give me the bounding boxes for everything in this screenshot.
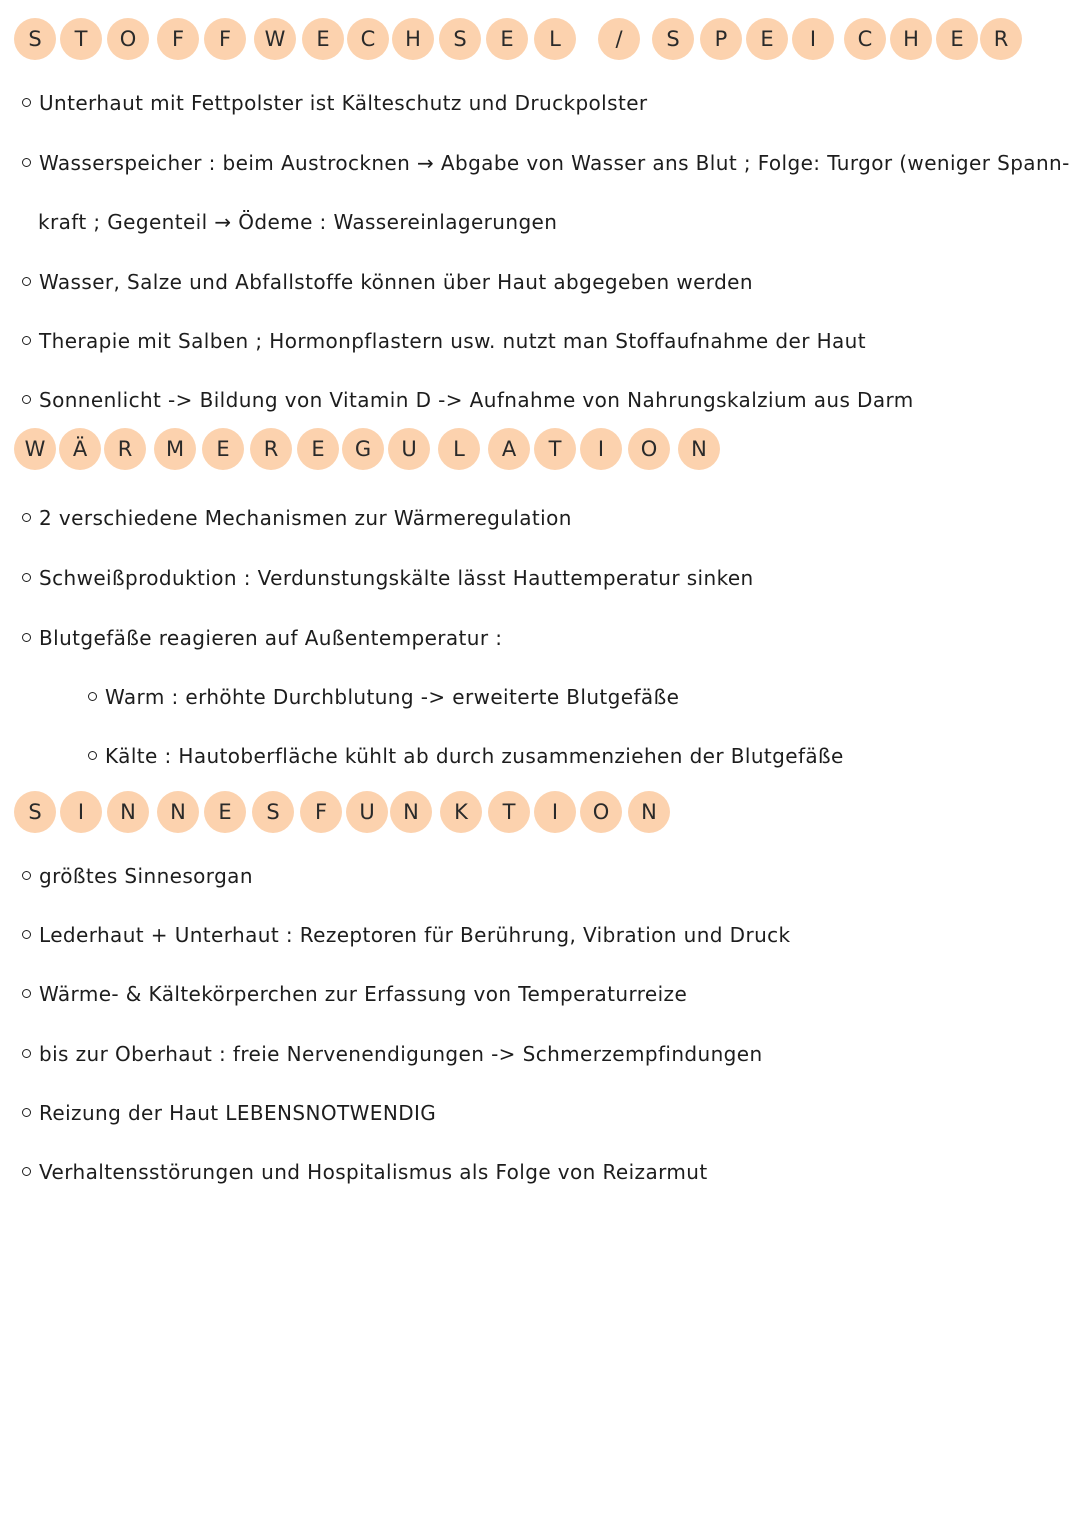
bullet-dot xyxy=(22,513,31,522)
heading-letter: E xyxy=(204,791,246,833)
bullet-sinnesorgan xyxy=(22,862,253,890)
heading-letter: L xyxy=(534,18,576,60)
bullet-schweissproduktion xyxy=(22,564,754,592)
heading-letter: I xyxy=(60,791,102,833)
bullet-dot xyxy=(88,692,97,701)
heading-letter: O xyxy=(107,18,149,60)
heading-letter: F xyxy=(300,791,342,833)
bullet-therapie xyxy=(22,327,866,355)
heading-letter: S xyxy=(14,791,56,833)
bullet-text: Wasserspeicher : beim Austrocknen → Abgabe von Wasser ans Blut ; Folge: Turgor (weniger Spann- xyxy=(39,151,1070,175)
bullet-dot xyxy=(22,395,31,404)
bullet-text: Blutgefäße reagieren auf Außentemperatur : xyxy=(39,626,503,650)
heading-letter: T xyxy=(488,791,530,833)
bullet-sonnenlicht xyxy=(22,386,914,414)
bullet-text: bis zur Oberhaut : freie Nervenendigungen -> Schmerzempfindungen xyxy=(39,1042,763,1066)
heading-letter: H xyxy=(890,18,932,60)
bullet-dot xyxy=(22,277,31,286)
bullet-text: Unterhaut mit Fettpolster ist Kälteschutz und Druckpolster xyxy=(39,91,648,115)
heading-letter: U xyxy=(346,791,388,833)
bullet-text: Warm : erhöhte Durchblutung -> erweiterte Blutgefäße xyxy=(105,685,680,709)
heading-letter: G xyxy=(342,428,384,470)
heading-letter: W xyxy=(254,18,296,60)
bullet-dot xyxy=(22,336,31,345)
heading-letter: L xyxy=(438,428,480,470)
heading-letter: Ä xyxy=(59,428,101,470)
bullet-reizung xyxy=(22,1099,436,1127)
heading-letter: M xyxy=(154,428,196,470)
bullet-text: Schweißproduktion : Verdunstungskälte lässt Hauttemperatur sinken xyxy=(39,566,754,590)
heading-letter: C xyxy=(844,18,886,60)
heading-letter: O xyxy=(628,428,670,470)
bullet-dot xyxy=(22,1167,31,1176)
bullet-text: Wasser, Salze und Abfallstoffe können über Haut abgegeben werden xyxy=(39,270,753,294)
heading-letter: S xyxy=(14,18,56,60)
bullet-text: Lederhaut + Unterhaut : Rezeptoren für Berührung, Vibration und Druck xyxy=(39,923,791,947)
bullet-text: Therapie mit Salben ; Hormonpflastern usw. nutzt man Stoffaufnahme der Haut xyxy=(39,329,866,353)
heading-letter: S xyxy=(439,18,481,60)
bullet-fettpolster xyxy=(22,89,648,117)
bullet-dot xyxy=(22,98,31,107)
bullet-dot xyxy=(22,1108,31,1117)
bullet-text: Wärme- & Kältekörperchen zur Erfassung von Temperaturreize xyxy=(39,982,688,1006)
bullet-dot xyxy=(22,573,31,582)
heading-letter: A xyxy=(488,428,530,470)
heading-letter: I xyxy=(580,428,622,470)
heading-letter: / xyxy=(598,18,640,60)
heading-letter: E xyxy=(202,428,244,470)
heading-letter: R xyxy=(104,428,146,470)
bullet-dot xyxy=(22,633,31,642)
heading-letter: E xyxy=(936,18,978,60)
heading-letter: R xyxy=(250,428,292,470)
sub-bullet-warm xyxy=(88,683,679,711)
bullet-text: 2 verschiedene Mechanismen zur Wärmeregulation xyxy=(39,506,572,530)
heading-letter: O xyxy=(580,791,622,833)
bullet-blutgefaesse xyxy=(22,624,502,652)
heading-letter: C xyxy=(347,18,389,60)
bullet-text: Sonnenlicht -> Bildung von Vitamin D -> Aufnahme von Nahrungskalzium aus Darm xyxy=(39,388,914,412)
heading-letter: I xyxy=(792,18,834,60)
bullet-dot xyxy=(22,1049,31,1058)
heading-letter: N xyxy=(390,791,432,833)
heading-letter: W xyxy=(14,428,56,470)
bullet-text: Reizung der Haut LEBENSNOTWENDIG xyxy=(39,1101,437,1125)
heading-letter: T xyxy=(534,428,576,470)
bullet-dot xyxy=(22,871,31,880)
bullet-verhaltensstoerungen xyxy=(22,1158,708,1186)
heading-letter: F xyxy=(157,18,199,60)
bullet-koerperchen xyxy=(22,980,687,1008)
heading-letter: N xyxy=(628,791,670,833)
bullet-wasserspeicher xyxy=(22,149,1070,177)
heading-letter: S xyxy=(652,18,694,60)
heading-letter: N xyxy=(157,791,199,833)
heading-letter: F xyxy=(204,18,246,60)
heading-letter: N xyxy=(107,791,149,833)
bullet-dot xyxy=(22,158,31,167)
sub-bullet-kaelte xyxy=(88,742,844,770)
bullet-wasserspeicher-continued xyxy=(38,208,557,236)
heading-letter: U xyxy=(388,428,430,470)
heading-letter: E xyxy=(297,428,339,470)
heading-letter: S xyxy=(252,791,294,833)
bullet-text: Verhaltensstörungen und Hospitalismus als Folge von Reizarmut xyxy=(39,1160,708,1184)
bullet-mechanismen xyxy=(22,504,572,532)
heading-letter: E xyxy=(746,18,788,60)
heading-letter: E xyxy=(486,18,528,60)
bullet-nervenendigungen xyxy=(22,1040,763,1068)
heading-letter: E xyxy=(302,18,344,60)
heading-letter: K xyxy=(440,791,482,833)
bullet-text: größtes Sinnesorgan xyxy=(39,864,253,888)
bullet-abgabe xyxy=(22,268,753,296)
heading-letter: H xyxy=(392,18,434,60)
bullet-text: kraft ; Gegenteil → Ödeme : Wassereinlagerungen xyxy=(38,210,558,234)
bullet-dot xyxy=(88,751,97,760)
heading-letter: N xyxy=(678,428,720,470)
heading-letter: P xyxy=(700,18,742,60)
bullet-rezeptoren xyxy=(22,921,791,949)
heading-letter: T xyxy=(60,18,102,60)
heading-letter: I xyxy=(534,791,576,833)
heading-letter: R xyxy=(980,18,1022,60)
bullet-dot xyxy=(22,930,31,939)
bullet-text: Kälte : Hautoberfläche kühlt ab durch zusammenziehen der Blutgefäße xyxy=(105,744,844,768)
bullet-dot xyxy=(22,989,31,998)
